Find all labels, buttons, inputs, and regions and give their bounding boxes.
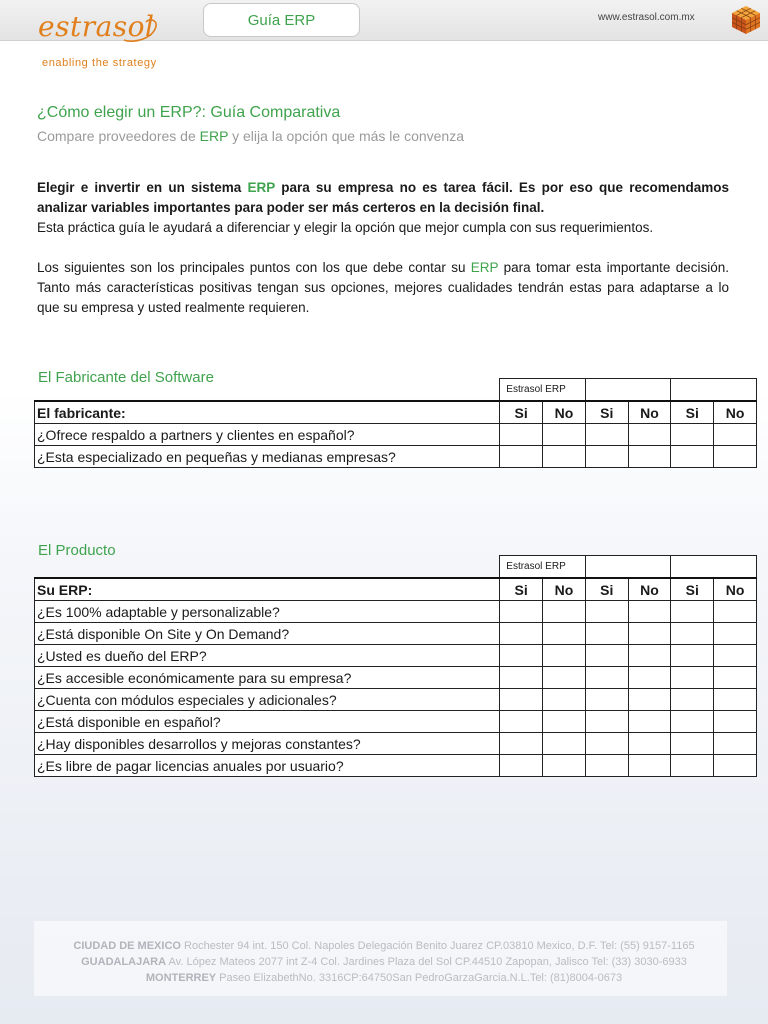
table-row-question: ¿Usted es dueño del ERP?: [35, 645, 500, 667]
col-no: No: [714, 401, 757, 424]
cube-icon: [730, 4, 762, 36]
tab-guia-erp[interactable]: Guía ERP: [203, 3, 360, 37]
check-cell[interactable]: [714, 733, 757, 755]
check-cell[interactable]: [628, 755, 671, 777]
check-cell[interactable]: [671, 711, 714, 733]
check-cell[interactable]: [628, 711, 671, 733]
col-no: No: [543, 401, 586, 424]
row-header-label: Su ERP:: [35, 578, 500, 601]
check-cell[interactable]: [671, 446, 714, 468]
table-row-question: ¿Es 100% adaptable y personalizable?: [35, 601, 500, 623]
check-cell[interactable]: [500, 689, 543, 711]
table-corner: [35, 556, 500, 579]
footer-address-mty: MONTERREY Paseo ElizabethNo. 3316CP:64750San PedroGarzaGarcia.N.L.Tel: (81)8004-0673: [145, 972, 623, 984]
check-cell[interactable]: [500, 446, 543, 468]
footer-address-gdl: GUADALAJARA Av. López Mateos 2077 int Z-4 Col. Jardines Plaza del Sol CP.44510 Zapopan, Jalisco Tel: (33) 3030-6933: [81, 956, 687, 968]
table-corner: [35, 379, 500, 402]
check-cell[interactable]: [585, 645, 628, 667]
col-si: Si: [500, 578, 543, 601]
intro-paragraph-3: Los siguientes son los principales puntos con los que debe contar su ERP para tomar esta importante decisión. Tanto más características positivas tengan sus opciones, mejores cualidades tendrán estas para adaptarse a lo que su empresa y usted realmente requieren.: [37, 260, 729, 315]
check-cell[interactable]: [543, 689, 586, 711]
check-cell[interactable]: [714, 623, 757, 645]
page-subtitle: Compare proveedores de ERP y elija la opción que más le convenza: [37, 128, 465, 144]
check-cell[interactable]: [543, 424, 586, 446]
check-cell[interactable]: [671, 733, 714, 755]
table-row-question: ¿Está disponible en español?: [35, 711, 500, 733]
logo-text: estrasol: [38, 10, 155, 43]
check-cell[interactable]: [585, 667, 628, 689]
check-cell[interactable]: [585, 689, 628, 711]
check-cell[interactable]: [714, 424, 757, 446]
col-no: No: [714, 578, 757, 601]
check-cell[interactable]: [500, 711, 543, 733]
check-cell[interactable]: [543, 711, 586, 733]
check-cell[interactable]: [543, 733, 586, 755]
check-cell[interactable]: [628, 623, 671, 645]
page-title: ¿Cómo elegir un ERP?: Guía Comparativa: [37, 104, 341, 121]
table-row-question: ¿Hay disponibles desarrollos y mejoras constantes?: [35, 733, 500, 755]
check-cell[interactable]: [585, 601, 628, 623]
check-cell[interactable]: [585, 733, 628, 755]
col-si: Si: [671, 401, 714, 424]
check-cell[interactable]: [628, 601, 671, 623]
check-cell[interactable]: [543, 667, 586, 689]
table-row-question: ¿Es accesible económicamente para su empresa?: [35, 667, 500, 689]
check-cell[interactable]: [671, 755, 714, 777]
check-cell[interactable]: [628, 667, 671, 689]
table-row-question: ¿Es libre de pagar licencias anuales por usuario?: [35, 755, 500, 777]
check-cell[interactable]: [500, 645, 543, 667]
check-cell[interactable]: [500, 623, 543, 645]
check-cell[interactable]: [500, 733, 543, 755]
column-brand: Estrasol ERP: [500, 556, 586, 579]
col-si: Si: [671, 578, 714, 601]
col-no: No: [543, 578, 586, 601]
table-row-question: ¿Cuenta con módulos especiales y adicionales?: [35, 689, 500, 711]
table-row-question: ¿Está disponible On Site y On Demand?: [35, 623, 500, 645]
col-si: Si: [500, 401, 543, 424]
check-cell[interactable]: [714, 711, 757, 733]
check-cell[interactable]: [671, 623, 714, 645]
table-fabricante: [34, 378, 757, 468]
check-cell[interactable]: [500, 755, 543, 777]
check-cell[interactable]: [500, 601, 543, 623]
check-cell[interactable]: [714, 446, 757, 468]
check-cell[interactable]: [543, 645, 586, 667]
check-cell[interactable]: [714, 755, 757, 777]
check-cell[interactable]: [585, 711, 628, 733]
column-vendor-2: [585, 379, 671, 402]
check-cell[interactable]: [714, 601, 757, 623]
logo-tagline: enabling the strategy: [42, 57, 157, 69]
check-cell[interactable]: [628, 733, 671, 755]
check-cell[interactable]: [543, 623, 586, 645]
table-producto: [34, 555, 757, 777]
check-cell[interactable]: [628, 424, 671, 446]
footer-address-cdmx: CIUDAD DE MEXICO Rochester 94 int. 150 Col. Napoles Delegación Benito Juarez CP.03810 Mexico, D.F. Tel: (55) 9157-1165: [73, 940, 695, 952]
col-no: No: [628, 401, 671, 424]
section-title-producto: El Producto: [38, 542, 116, 559]
column-vendor-2: [585, 556, 671, 579]
check-cell[interactable]: [671, 601, 714, 623]
check-cell[interactable]: [671, 689, 714, 711]
column-vendor-3: [671, 379, 757, 402]
site-url[interactable]: www.estrasol.com.mx: [598, 12, 695, 23]
check-cell[interactable]: [671, 645, 714, 667]
row-header-label: El fabricante:: [35, 401, 500, 424]
check-cell[interactable]: [585, 623, 628, 645]
column-vendor-3: [671, 556, 757, 579]
col-no: No: [628, 578, 671, 601]
check-cell[interactable]: [585, 446, 628, 468]
section-title-fabricante: El Fabricante del Software: [38, 369, 214, 386]
table-row-question: ¿Ofrece respaldo a partners y clientes en español?: [35, 424, 500, 446]
check-cell[interactable]: [671, 424, 714, 446]
check-cell[interactable]: [628, 446, 671, 468]
intro-paragraph-2: Esta práctica guía le ayudará a diferenciar y elegir la opción que mejor cumpla con sus requerimientos.: [37, 220, 654, 235]
check-cell[interactable]: [543, 601, 586, 623]
check-cell[interactable]: [628, 645, 671, 667]
check-cell[interactable]: [543, 446, 586, 468]
check-cell[interactable]: [714, 645, 757, 667]
check-cell[interactable]: [500, 667, 543, 689]
check-cell[interactable]: [714, 667, 757, 689]
intro-paragraph-1: Elegir e invertir en un sistema ERP para su empresa no es tarea fácil. Es por eso que recomendamos analizar variables importantes para poder ser más certeros en la decisión final.: [37, 180, 729, 215]
check-cell[interactable]: [500, 424, 543, 446]
check-cell[interactable]: [671, 667, 714, 689]
col-si: Si: [585, 578, 628, 601]
col-si: Si: [585, 401, 628, 424]
check-cell[interactable]: [585, 424, 628, 446]
check-cell[interactable]: [628, 689, 671, 711]
column-brand: Estrasol ERP: [500, 379, 586, 402]
check-cell[interactable]: [585, 755, 628, 777]
check-cell[interactable]: [543, 755, 586, 777]
swoosh-icon: [120, 16, 160, 46]
check-cell[interactable]: [714, 689, 757, 711]
table-row-question: ¿Esta especializado en pequeñas y medianas empresas?: [35, 446, 500, 468]
